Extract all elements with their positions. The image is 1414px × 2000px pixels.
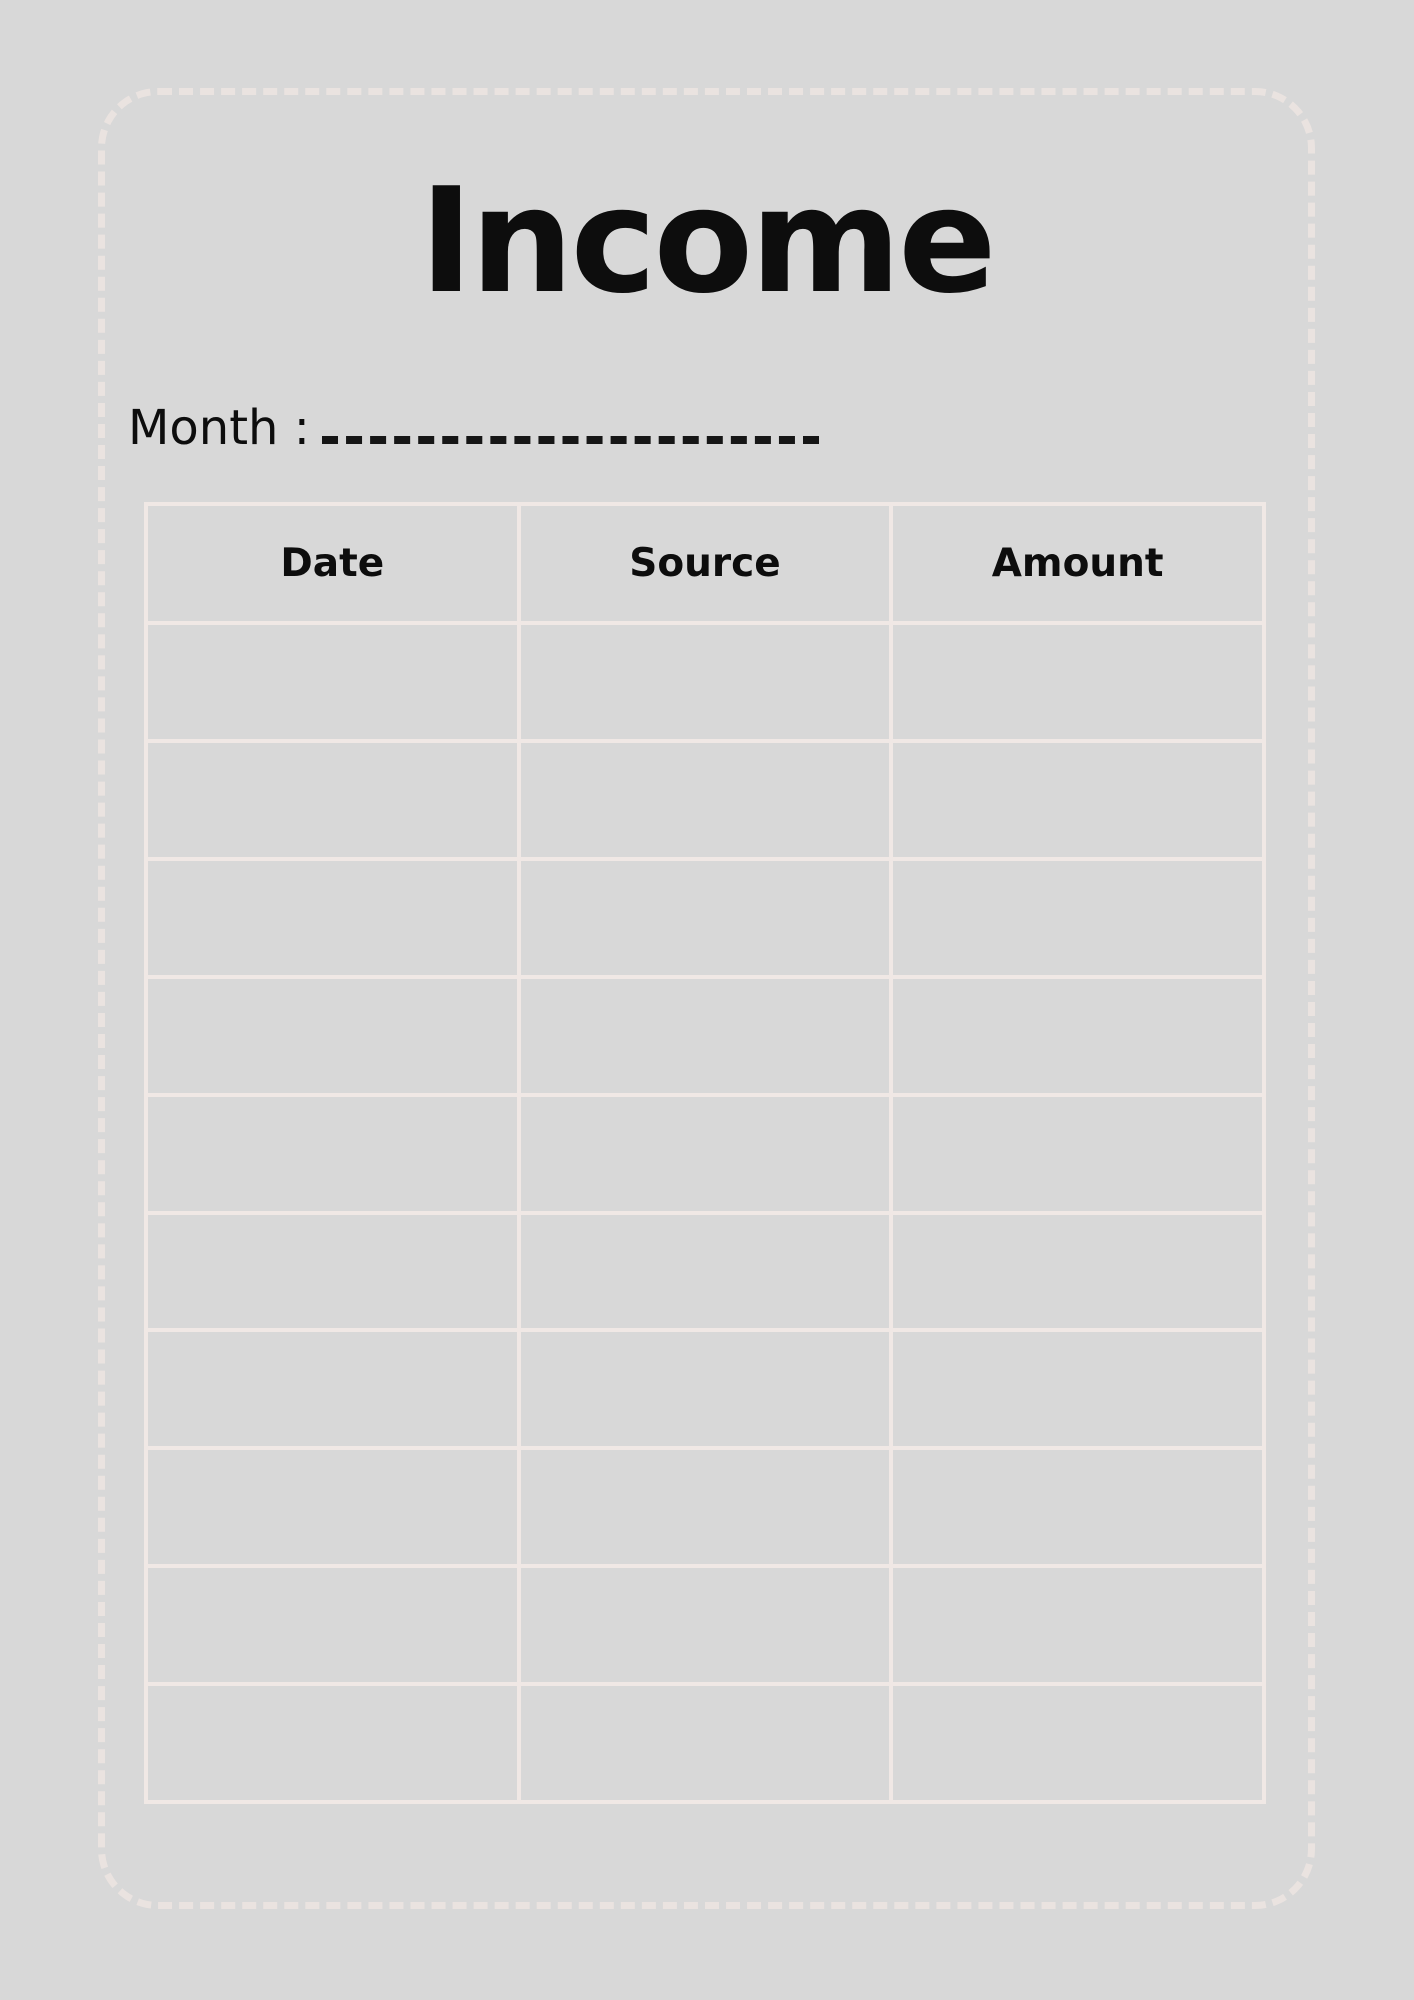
income-table: [144, 502, 1266, 1804]
table-cell[interactable]: [521, 743, 890, 857]
dashed-border-frame: [98, 88, 1315, 1909]
table-cell[interactable]: [148, 1097, 517, 1211]
table-cell[interactable]: [893, 1097, 1262, 1211]
table-cell[interactable]: [893, 625, 1262, 739]
table-cell[interactable]: [148, 1686, 517, 1800]
table-cell[interactable]: [521, 1215, 890, 1329]
table-cell[interactable]: [521, 625, 890, 739]
page-title: Income: [419, 157, 994, 326]
table-cell[interactable]: [893, 861, 1262, 975]
table-cell[interactable]: [148, 979, 517, 1093]
table-cell[interactable]: [893, 979, 1262, 1093]
column-header-amount: Amount: [893, 506, 1262, 621]
table-cell[interactable]: [521, 1686, 890, 1800]
table-cell[interactable]: [521, 1450, 890, 1564]
table-cell[interactable]: [148, 861, 517, 975]
table-cell[interactable]: [148, 1568, 517, 1682]
column-header-date: Date: [148, 506, 517, 621]
column-header-source: Source: [521, 506, 890, 621]
table-cell[interactable]: [893, 1686, 1262, 1800]
table-cell[interactable]: [893, 1215, 1262, 1329]
table-cell[interactable]: [148, 625, 517, 739]
month-field: [128, 396, 819, 456]
month-label: Month :: [128, 400, 310, 456]
table-cell[interactable]: [148, 1332, 517, 1446]
table-cell[interactable]: [148, 1215, 517, 1329]
table-cell[interactable]: [893, 1568, 1262, 1682]
table-cell[interactable]: [521, 1568, 890, 1682]
table-cell[interactable]: [148, 1450, 517, 1564]
table-cell[interactable]: [521, 1097, 890, 1211]
table-cell[interactable]: [893, 743, 1262, 857]
table-cell[interactable]: [521, 1332, 890, 1446]
month-blank-line[interactable]: [322, 396, 819, 444]
table-cell[interactable]: [893, 1450, 1262, 1564]
table-cell[interactable]: [521, 979, 890, 1093]
table-cell[interactable]: [521, 861, 890, 975]
table-cell[interactable]: [148, 743, 517, 857]
table-cell[interactable]: [893, 1332, 1262, 1446]
